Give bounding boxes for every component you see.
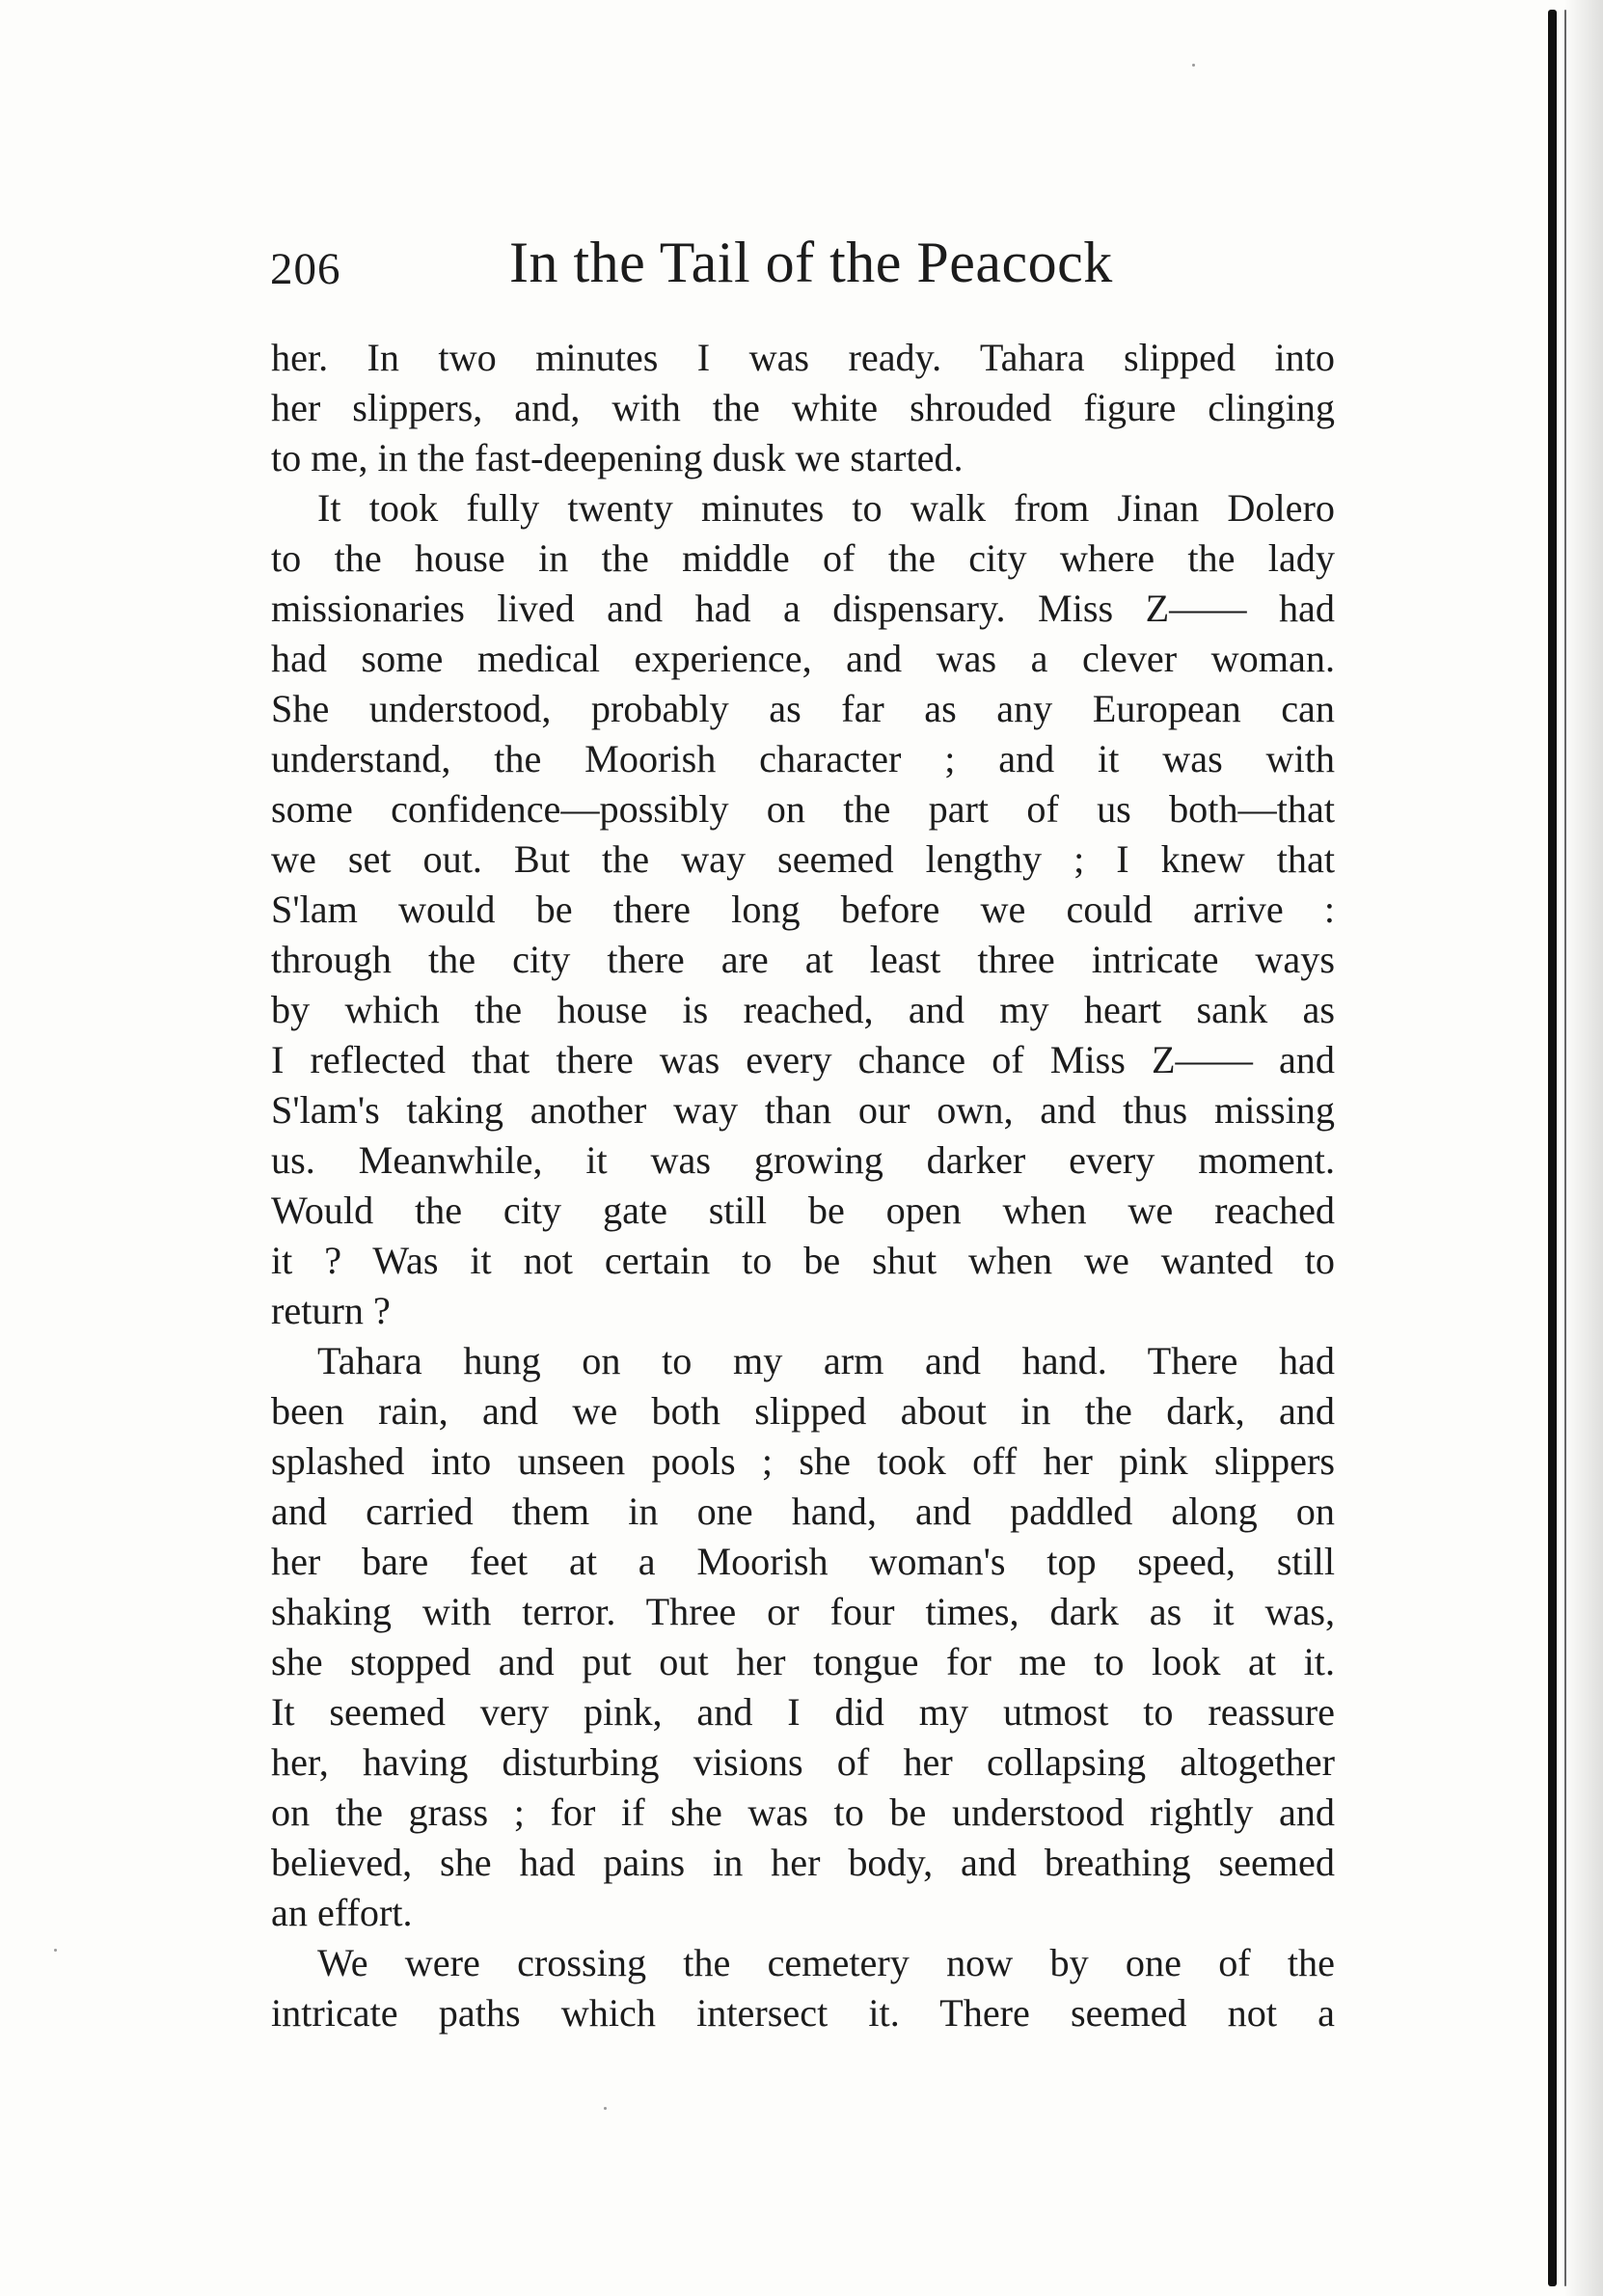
- text-line: her, having disturbing visions of her collapsing altogether: [271, 1740, 1335, 1784]
- text-line: by which the house is reached, and my heart sank as: [271, 988, 1335, 1031]
- page-number: 206: [270, 244, 341, 294]
- text-line: on the grass ; for if she was to be understood rightly and: [271, 1790, 1335, 1834]
- text-line: her bare feet at a Moorish woman's top speed, still: [271, 1540, 1335, 1583]
- page-title: In the Tail of the Peacock: [509, 231, 1113, 294]
- text-line: She understood, probably as far as any European can: [271, 687, 1335, 730]
- binding-edge: [1548, 10, 1557, 2286]
- text-line: splashed into unseen pools ; she took off her pink slippers: [271, 1439, 1335, 1483]
- paper-speck: [604, 2107, 607, 2110]
- text-line: she stopped and put out her tongue for me to look at it.: [271, 1640, 1335, 1683]
- text-line: us. Meanwhile, it was growing darker every moment.: [271, 1138, 1335, 1182]
- text-line: and carried them in one hand, and paddled along on: [271, 1490, 1335, 1533]
- text-line: Would the city gate still be open when we reached: [271, 1189, 1335, 1232]
- text-line: Tahara hung on to my arm and hand. There had: [317, 1339, 1335, 1382]
- text-line: S'lam would be there long before we could arrive :: [271, 888, 1335, 931]
- text-line: It seemed very pink, and I did my utmost to reassure: [271, 1690, 1335, 1734]
- running-head: [270, 230, 1331, 307]
- text-line: her. In two minutes I was ready. Tahara slipped into: [271, 336, 1335, 379]
- text-line: to me, in the fast-deepening dusk we started.: [271, 436, 964, 479]
- text-line: believed, she had pains in her body, and breathing seemed: [271, 1841, 1335, 1884]
- binding-edge-secondary: [1564, 10, 1566, 2286]
- text-line: It took fully twenty minutes to walk from Jinan Dolero: [317, 486, 1335, 530]
- text-line: been rain, and we both slipped about in the dark, and: [271, 1389, 1335, 1433]
- text-line: we set out. But the way seemed lengthy ; I knew that: [271, 837, 1335, 881]
- text-line: through the city there are at least three intricate ways: [271, 938, 1335, 981]
- text-line: shaking with terror. Three or four times, dark as it was,: [271, 1590, 1335, 1633]
- text-line: intricate paths which intersect it. There seemed not a: [271, 1991, 1335, 2035]
- paragraph: [271, 1938, 1335, 2038]
- binding-shadow: [1564, 0, 1603, 2296]
- text-line: some confidence—possibly on the part of us both—that: [271, 787, 1335, 831]
- text-line: I reflected that there was every chance of Miss Z—— and: [271, 1038, 1335, 1081]
- text-line: missionaries lived and had a dispensary. Miss Z—— had: [271, 587, 1335, 630]
- text-line: We were crossing the cemetery now by one of the: [317, 1941, 1335, 1984]
- text-line: to the house in the middle of the city where the lady: [271, 536, 1335, 580]
- text-line: it ? Was it not certain to be shut when we wanted to: [271, 1239, 1335, 1282]
- text-line: S'lam's taking another way than our own, and thus missing: [271, 1088, 1335, 1132]
- paragraph: [271, 483, 1335, 1336]
- text-line: an effort.: [271, 1891, 413, 1934]
- text-line: return ?: [271, 1289, 391, 1332]
- text-line: understand, the Moorish character ; and it was with: [271, 737, 1335, 780]
- body-text: [271, 333, 1335, 2038]
- paragraph: [271, 333, 1335, 483]
- paragraph: [271, 1336, 1335, 1938]
- text-line: had some medical experience, and was a clever woman.: [271, 637, 1335, 680]
- text-line: her slippers, and, with the white shrouded figure clinging: [271, 386, 1335, 429]
- paper-speck: [54, 1949, 57, 1952]
- paper-speck: [1192, 64, 1195, 67]
